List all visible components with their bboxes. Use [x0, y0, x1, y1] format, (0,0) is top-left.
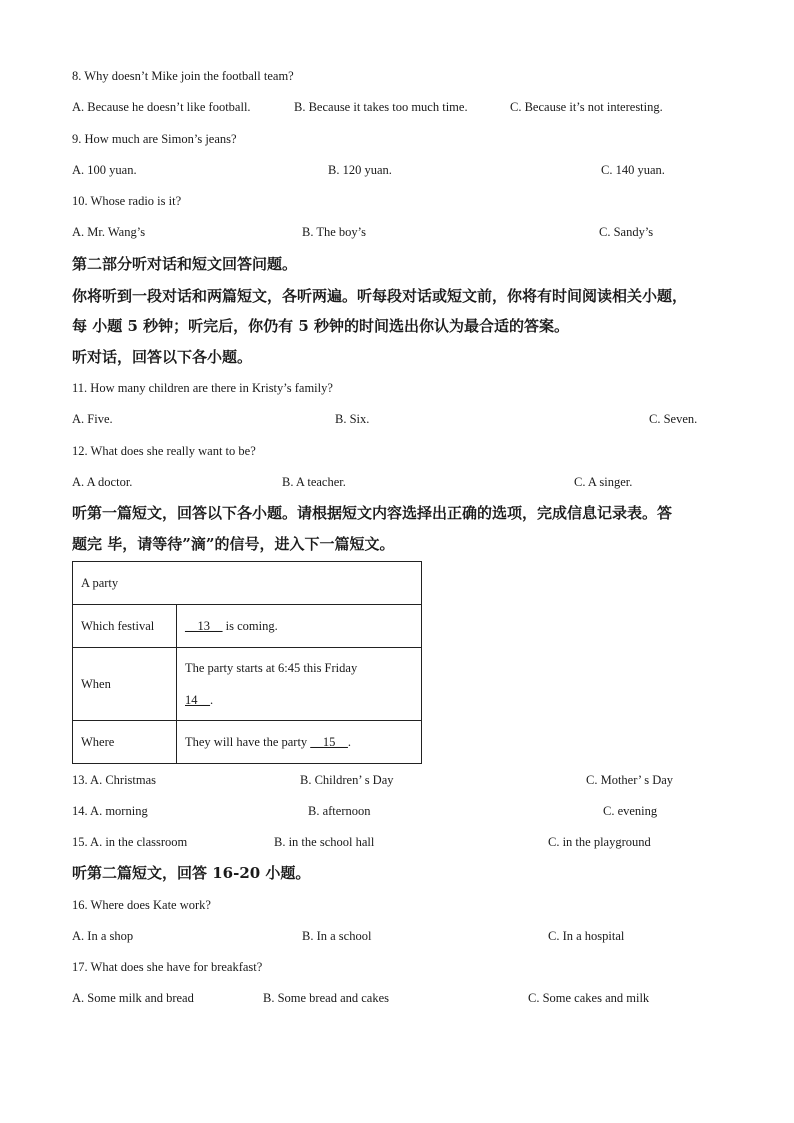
q13-option-a: 13. A. Christmas [72, 773, 157, 787]
q11-option-b: B. Six. [335, 412, 370, 426]
blank-14[interactable]: 14__ [185, 693, 210, 707]
row-when-text: The party starts at 6:45 this Friday [185, 661, 358, 675]
q15-option-b: B. in the school hall [274, 835, 375, 849]
dialogue-heading: 听对话，回答以下各小题。 [72, 348, 253, 366]
q13-option-b: B. Children’ s Day [300, 773, 394, 787]
q17-option-c: C. Some cakes and milk [528, 991, 650, 1005]
q14-option-b: B. afternoon [308, 804, 371, 818]
q15-option-c: C. in the playground [548, 835, 651, 849]
q8-option-c: C. Because it’s not interesting. [510, 100, 663, 114]
q9-option-a: A. 100 yuan. [72, 163, 137, 177]
question-9: 9. How much are Simon’s jeans? [72, 132, 237, 146]
row-when-label: When [73, 648, 177, 721]
row-festival-label: Which festival [73, 605, 177, 648]
table-title: A party [73, 562, 422, 605]
q16-option-a: A. In a shop [72, 929, 134, 943]
blank-15[interactable]: __15__ [310, 734, 348, 749]
question-16: 16. Where does Kate work? [72, 898, 211, 912]
party-info-table [72, 561, 422, 764]
q13-option-c: C. Mother’ s Day [586, 773, 674, 787]
q14-option-c: C. evening [603, 804, 658, 818]
q11-option-c: C. Seven. [649, 412, 698, 426]
row-festival-value [177, 605, 422, 648]
question-11: 11. How many children are there in Kristy’s family? [72, 381, 333, 395]
q9-option-c: C. 140 yuan. [601, 163, 665, 177]
passage1-heading-line1: 听第一篇短文，回答以下各小题。请根据短文内容选择出正确的选项，完成信息记录表。答 [72, 504, 673, 522]
row-when-value [177, 648, 422, 721]
part2-title: 第二部分听对话和短文回答问题。 [72, 255, 298, 273]
q17-option-b: B. Some bread and cakes [263, 991, 390, 1005]
q16-option-b: B. In a school [302, 929, 372, 943]
q12-option-a: A. A doctor. [72, 475, 133, 489]
q8-option-a: A. Because he doesn’t like football. [72, 100, 251, 114]
q16-option-c: C. In a hospital [548, 929, 625, 943]
q12-option-c: C. A singer. [574, 475, 633, 489]
row-where-text: They will have the party [185, 734, 311, 749]
q17-option-a: A. Some milk and bread [72, 991, 194, 1005]
passage2-heading: 听第二篇短文，回答 16-20 小题。 [72, 864, 311, 882]
passage1-heading-line2: 题完 毕，请等待”滴”的信号，进入下一篇短文。 [72, 535, 395, 553]
question-8: 8. Why doesn’t Mike join the football team? [72, 69, 294, 83]
q10-option-b: B. The boy’s [302, 225, 367, 239]
question-12: 12. What does she really want to be? [72, 444, 256, 458]
question-10: 10. Whose radio is it? [72, 194, 182, 208]
q10-option-a: A. Mr. Wang’s [72, 225, 146, 239]
row-festival-rest: is coming. [222, 618, 278, 633]
row-when-end: . [210, 693, 214, 707]
q8-option-b: B. Because it takes too much time. [294, 100, 468, 114]
q9-option-b: B. 120 yuan. [328, 163, 392, 177]
q10-option-c: C. Sandy’s [599, 225, 654, 239]
row-where-value [177, 721, 422, 764]
row-where-end: . [347, 734, 351, 749]
part2-instruction-line1: 你将听到一段对话和两篇短文，各听两遍。听每段对话或短文前，你将有时间阅读相关小题， [72, 287, 688, 305]
q15-option-a: 15. A. in the classroom [72, 835, 188, 849]
row-where-label: Where [73, 721, 177, 764]
blank-13[interactable]: __13__ [185, 618, 223, 633]
q12-option-b: B. A teacher. [282, 475, 346, 489]
question-17: 17. What does she have for breakfast? [72, 960, 263, 974]
q11-option-a: A. Five. [72, 412, 113, 426]
q14-option-a: 14. A. morning [72, 804, 148, 818]
part2-instruction-line2: 每 小题 5 秒钟；听完后，你仍有 5 秒钟的时间选出你认为最合适的答案。 [72, 317, 569, 335]
